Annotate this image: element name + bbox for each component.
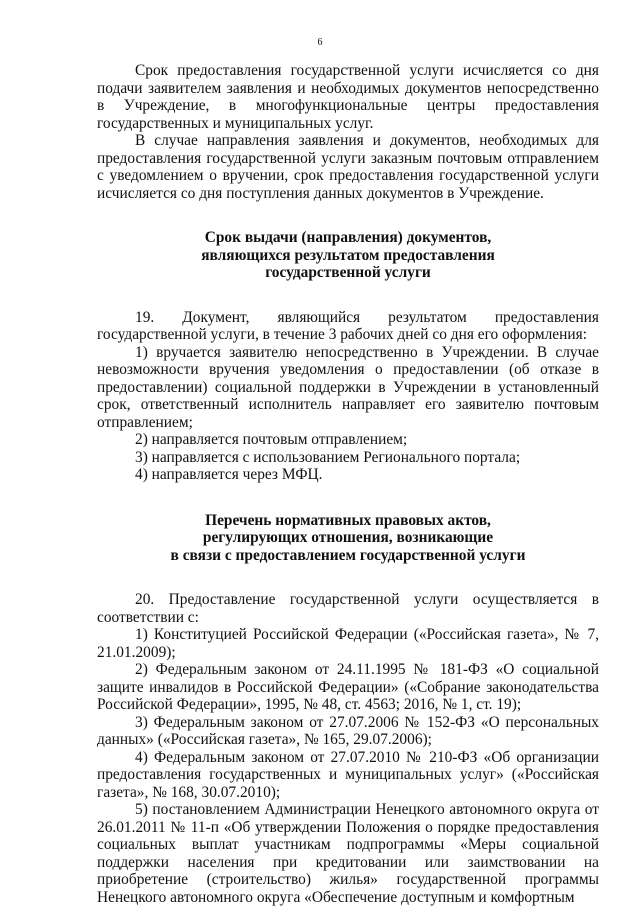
heading-line: государственной услуги <box>265 264 431 281</box>
clause-19-item-4: 4) направляется через МФЦ. <box>135 466 323 483</box>
heading-line: Перечень нормативных правовых актов, <box>205 511 491 529</box>
clause-19-intro: 19. Документ, являющийся результатом предоставления государственной услуги, в течение 3 рабочих дней со дня его оформления: <box>97 308 599 343</box>
heading-line: Срок выдачи (направления) документов, <box>204 229 492 246</box>
clause-20-item-2: 2) Федеральным законом от 24.11.1995 № 181-ФЗ «О социальной защите инвалидов в Российской Федерации» («Собрание законодательства Российской Федерации», 1995, № 48, ст. 4563; 2016, № 1, ст. 19); <box>97 661 599 713</box>
heading-line: в связи с предоставлением государственной услуги <box>170 546 526 564</box>
clause-19-item-3: 3) направляется с использованием Регионального портала; <box>135 448 521 466</box>
heading-line: регулирующих отношения, возникающие <box>202 529 494 546</box>
section-heading-issue-term <box>97 229 599 282</box>
clause-19-item-2: 2) направляется почтовым отправлением; <box>135 431 408 448</box>
paragraph-term-start: Срок предоставления государственной услуги исчисляется со дня подачи заявителем заявления и необходимых документов непосредственно в Учреждение, в многофункциональные центры предоставления государственных и муниципальных услуг. <box>97 62 599 132</box>
document-body <box>97 62 599 906</box>
clause-20-item-3: 3) Федеральным законом от 27.07.2006 № 152-ФЗ «О персональных данных» («Российская газета», № 165, 29.07.2006); <box>97 713 599 748</box>
clause-20-item-5: 5) постановлением Администрации Ненецкого автономного округа от 26.01.2011 № 11-п «Об утверждении Положения о порядке предоставления социальных выплат участникам подпрограммы «Меры социальной поддержки населения при кредитовании или заимствовании на приобретение (строительство) жилья» государственной программы Ненецкого автономного округа «Обеспечение доступным и комфортным <box>97 801 599 906</box>
clause-20-item-1: 1) Конституцией Российской Федерации («Российская газета», № 7, 21.01.2009); <box>97 626 599 661</box>
page-number: 6 <box>317 37 323 48</box>
heading-line: являющихся результатом предоставления <box>201 246 495 264</box>
clause-19-item-1: 1) вручается заявителю непосредственно в Учреждении. В случае невозможности вручения уведомления о предоставлении (об отказе в предоставлении) социальной поддержки в Учреждении в установленный срок, ответственный исполнитель направляет его заявителю почтовым отправлением; <box>97 343 599 431</box>
clause-20-item-4: 4) Федеральным законом от 27.07.2010 № 210-ФЗ «Об организации предоставления государственных и муниципальных услуг» («Российская газета», № 168, 30.07.2010); <box>97 748 599 801</box>
clause-20-intro: 20. Предоставление государственной услуги осуществляется в соответствии с: <box>97 591 599 626</box>
paragraph-term-mail: В случае направления заявления и документов, необходимых для предоставления государственной услуги заказным почтовым отправлением с уведомлением о вручении, срок предоставления государственной услуги исчисляется со дня поступления данных документов в Учреждение. <box>97 132 599 202</box>
section-heading-legal-acts <box>97 512 599 565</box>
